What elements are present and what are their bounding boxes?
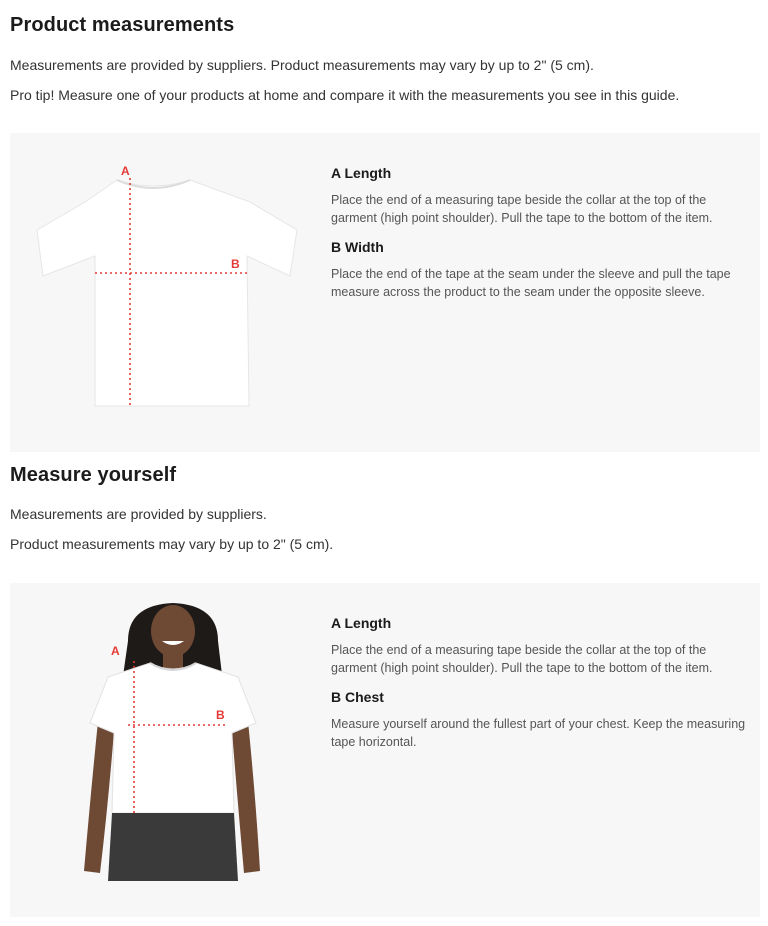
yourself-length-text: Place the end of a measuring tape beside the collar at the top of the garment (high point shoulder). Pull the tape to the bottom of the item. [331,643,713,675]
model-left-arm [84,721,114,873]
yourself-chest-heading: B Chest [331,689,384,705]
yourself-length-heading: A Length [331,615,392,631]
tshirt-shape [37,180,297,406]
product-note-line1: Measurements are provided by suppliers. Product measurements may vary by up to 2" (5 cm). [10,57,594,73]
product-width-text: Place the end of the tape at the seam under the sleeve and pull the tape measure across the product to the seam under the opposite sleeve. [331,267,731,299]
yourself-note-line2: Product measurements may vary by up to 2" (5 cm). [10,536,334,552]
chest-measure-label: B [216,708,225,722]
product-length-heading: A Length [331,165,392,181]
product-measurements-panel [10,133,760,452]
length-measure-label: A [111,644,120,658]
model-face [151,605,195,657]
product-width-heading: B Width [331,239,384,255]
product-length-text: Place the end of a measuring tape beside the collar at the top of the garment (high point shoulder). Pull the tape to the bottom of the item. [331,193,713,225]
measure-yourself-descriptions [331,615,746,763]
model-illustration [78,601,278,891]
measure-yourself-title: Measure yourself [10,464,177,486]
model-jeans [108,813,238,881]
tshirt-illustration [35,158,315,458]
product-measurements-title: Product measurements [10,14,235,36]
model-tshirt [90,663,256,813]
product-note-line2: Pro tip! Measure one of your products at home and compare it with the measurements you see in this guide. [10,87,680,103]
yourself-chest-text: Measure yourself around the fullest part of your chest. Keep the measuring tape horizontal. [331,717,746,749]
measure-yourself-panel [10,583,760,917]
product-measurements-descriptions [331,165,746,313]
length-measure-label: A [121,164,130,178]
model-right-arm [232,721,260,873]
yourself-note-line1: Measurements are provided by suppliers. [10,506,267,522]
model-neck [163,653,183,669]
width-measure-label: B [231,257,240,271]
